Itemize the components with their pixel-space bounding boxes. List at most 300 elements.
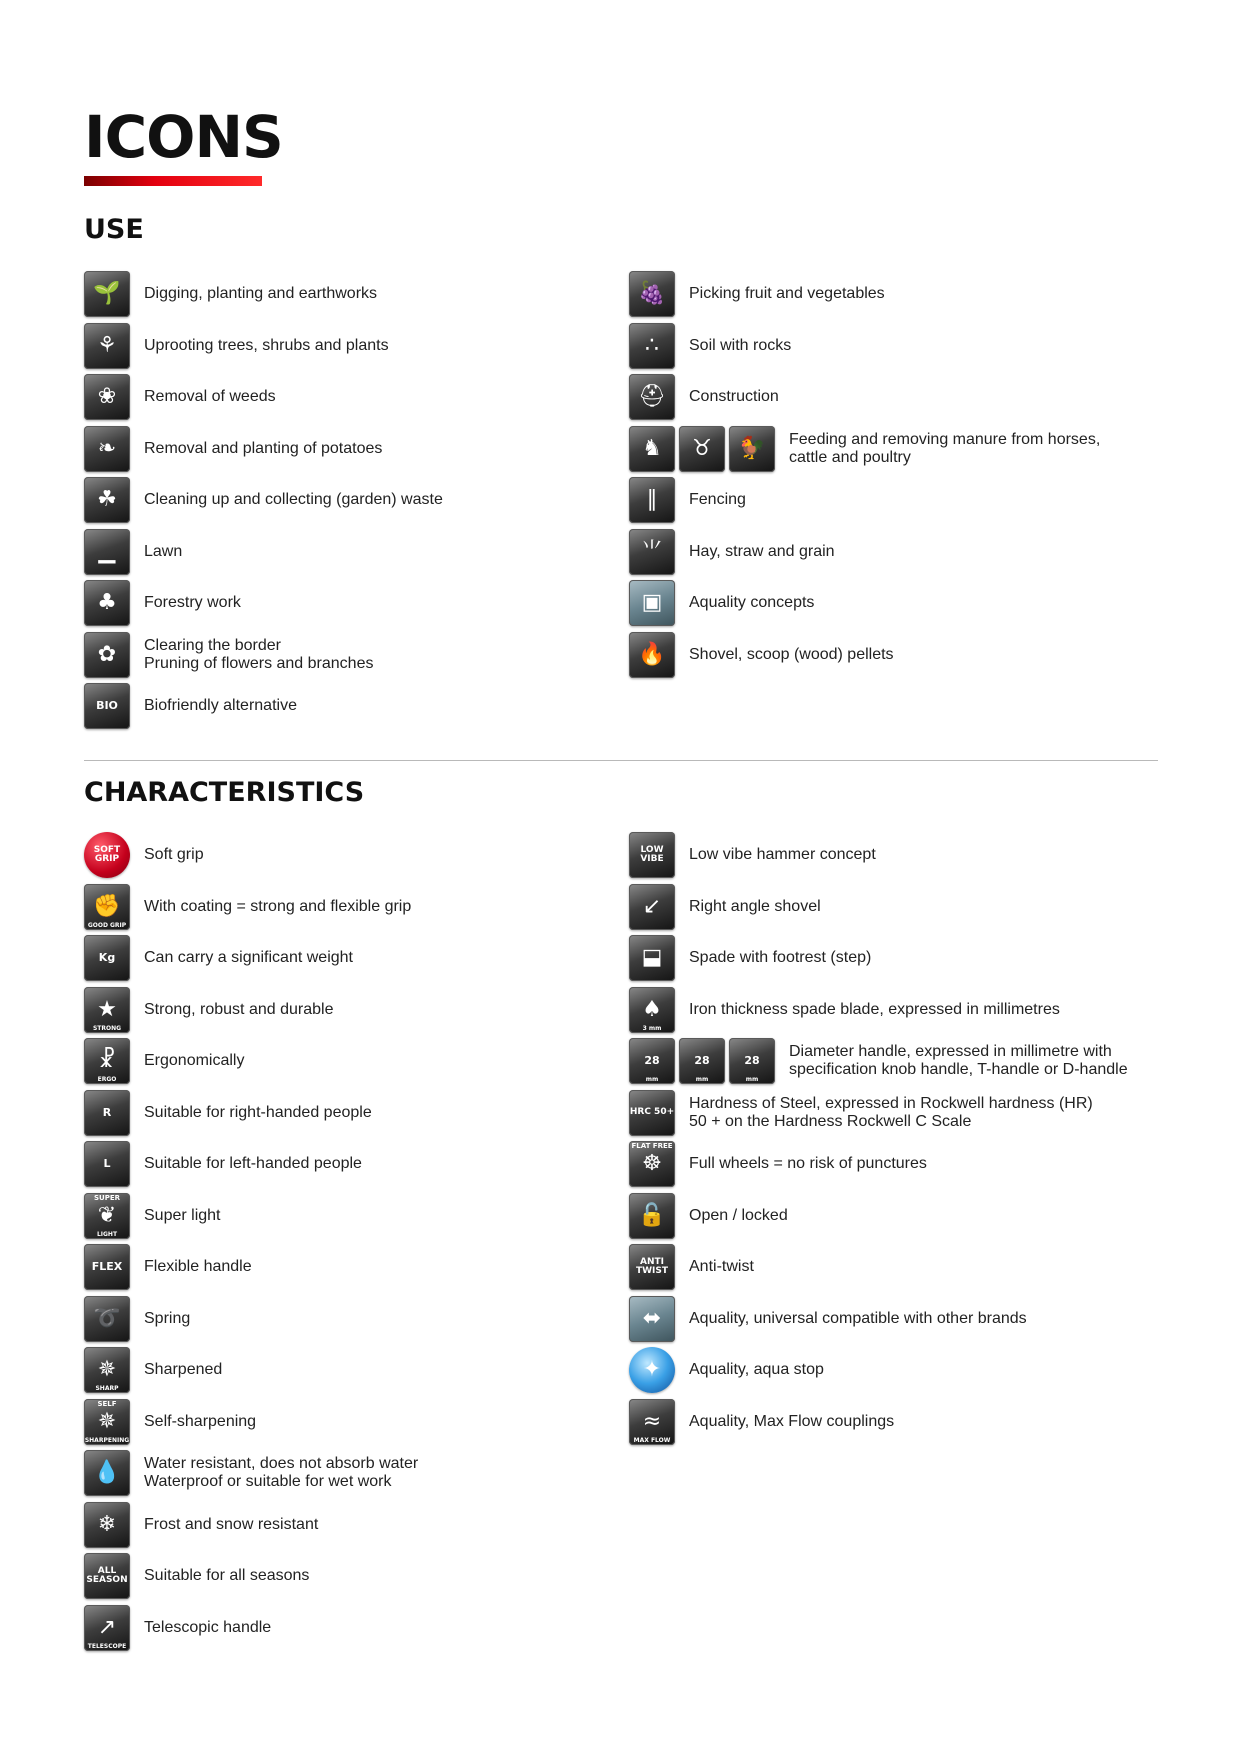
pellets-fire-icon bbox=[629, 632, 675, 678]
icon-text: 28 bbox=[644, 1054, 660, 1068]
icon-glyph: ↙ bbox=[642, 894, 662, 919]
icon-glyph: ✦ bbox=[642, 1357, 662, 1382]
hay-bundle-icon bbox=[629, 529, 675, 575]
legend-icon-group bbox=[84, 1347, 130, 1393]
legend-label-line: Hardness of Steel, expressed in Rockwell hardness (HR) bbox=[689, 1095, 1093, 1112]
legend-label bbox=[689, 388, 779, 406]
rooster-icon bbox=[729, 426, 775, 472]
icon-caption: SHARPENING bbox=[84, 1437, 130, 1444]
legend-row bbox=[84, 683, 297, 729]
icon-glyph: ⛑ bbox=[638, 384, 666, 409]
icon-glyph: ♠ bbox=[642, 997, 662, 1022]
icon-glyph: ❀ bbox=[97, 384, 117, 409]
legend-label bbox=[144, 1567, 309, 1585]
icon-text: Kg bbox=[98, 951, 116, 965]
construction-worker-icon bbox=[629, 374, 675, 420]
seedling-shovel-icon bbox=[84, 271, 130, 317]
legend-row bbox=[629, 477, 746, 523]
legend-label bbox=[689, 1413, 894, 1431]
legend-row bbox=[629, 426, 1100, 472]
legend-label-line: Right angle shovel bbox=[689, 898, 821, 915]
legend-icon-group bbox=[629, 832, 675, 878]
aquality-compatible-icon bbox=[629, 1296, 675, 1342]
legend-label-line: Cleaning up and collecting (garden) waste bbox=[144, 491, 443, 508]
legend-row bbox=[629, 1399, 894, 1445]
legend-row bbox=[84, 271, 377, 317]
legend-label-line: Soil with rocks bbox=[689, 337, 792, 354]
left-hand-icon bbox=[84, 1141, 130, 1187]
legend-label-line: Clearing the border bbox=[144, 637, 281, 654]
legend-label-line: specification knob handle, T-handle or D-handle bbox=[789, 1061, 1128, 1078]
bio-icon bbox=[84, 683, 130, 729]
legend-label bbox=[689, 543, 835, 561]
legend-icon-group bbox=[84, 935, 130, 981]
legend-row bbox=[84, 1502, 318, 1548]
legend-label-line: Strong, robust and durable bbox=[144, 1001, 334, 1018]
legend-row bbox=[629, 374, 779, 420]
icon-caption: mm bbox=[695, 1076, 709, 1083]
legend-label-line: Aquality concepts bbox=[689, 594, 815, 611]
legend-label-line: Removal of weeds bbox=[144, 388, 276, 405]
icon-caption: MAX FLOW bbox=[633, 1437, 671, 1444]
icon-glyph: ❄ bbox=[97, 1512, 117, 1537]
icon-text: HRC 50+ bbox=[629, 1107, 675, 1118]
icon-text: SOFT GRIP bbox=[93, 844, 121, 864]
legend-label-line: 50 + on the Hardness Rockwell C Scale bbox=[689, 1113, 972, 1130]
strong-icon bbox=[84, 987, 130, 1033]
max-flow-icon bbox=[629, 1399, 675, 1445]
icon-caption: mm bbox=[645, 1076, 659, 1083]
legend-label bbox=[689, 1095, 1093, 1131]
icon-caption: LIGHT bbox=[96, 1231, 118, 1238]
legend-label-line: Pruning of flowers and branches bbox=[144, 655, 374, 672]
legend-label bbox=[789, 431, 1100, 467]
legend-row bbox=[629, 1244, 754, 1290]
legend-row bbox=[629, 832, 876, 878]
legend-label-line: Suitable for all seasons bbox=[144, 1567, 310, 1584]
icon-glyph: ➰ bbox=[93, 1306, 121, 1331]
legend-label-line: Biofriendly alternative bbox=[144, 697, 297, 714]
page-title: ICONS bbox=[84, 103, 283, 171]
legend-icon-group bbox=[629, 1193, 675, 1239]
icon-glyph: 🔓 bbox=[638, 1203, 666, 1228]
legend-row bbox=[629, 1090, 1093, 1136]
legend-label bbox=[144, 440, 382, 458]
legend-row bbox=[84, 1553, 309, 1599]
use-heading: USE bbox=[84, 214, 144, 245]
legend-row bbox=[84, 1141, 362, 1187]
legend-icon-group bbox=[84, 1296, 130, 1342]
sharp-icon bbox=[84, 1347, 130, 1393]
legend-label bbox=[144, 1516, 318, 1534]
super-light-feather-icon bbox=[84, 1193, 130, 1239]
icon-top-text: SUPER bbox=[93, 1194, 121, 1202]
legend-label-line: Telescopic handle bbox=[144, 1619, 272, 1636]
legend-icon-group bbox=[629, 1296, 675, 1342]
legend-label bbox=[689, 1258, 754, 1276]
legend-label bbox=[144, 543, 182, 561]
spade-footrest-icon bbox=[629, 935, 675, 981]
legend-label bbox=[144, 1104, 372, 1122]
legend-label-line: Digging, planting and earthworks bbox=[144, 285, 378, 302]
anti-twist-icon bbox=[629, 1244, 675, 1290]
legend-label bbox=[144, 898, 411, 916]
icon-text: 28 bbox=[694, 1054, 710, 1068]
legend-label-line: Shovel, scoop (wood) pellets bbox=[689, 646, 894, 663]
icon-text: 28 bbox=[744, 1054, 760, 1068]
legend-row bbox=[629, 1296, 1027, 1342]
iron-thickness-icon bbox=[629, 987, 675, 1033]
icon-glyph: ✵ bbox=[97, 1409, 117, 1434]
grapes-icon bbox=[629, 271, 675, 317]
legend-icon-group bbox=[629, 884, 675, 930]
legend-row bbox=[84, 323, 389, 369]
legend-label bbox=[689, 491, 746, 509]
icon-caption: SHARP bbox=[95, 1385, 119, 1392]
title-underline-bar bbox=[84, 176, 262, 186]
icon-glyph: ♉ bbox=[692, 436, 712, 461]
legend-row bbox=[84, 987, 333, 1033]
legend-label-line: Picking fruit and vegetables bbox=[689, 285, 885, 302]
legend-icon-group bbox=[629, 1038, 775, 1084]
legend-icon-group bbox=[629, 1399, 675, 1445]
legend-label-line: Diameter handle, expressed in millimetre with bbox=[789, 1043, 1112, 1060]
legend-row bbox=[84, 1038, 244, 1084]
legend-label bbox=[144, 1052, 244, 1070]
legend-icon-group bbox=[84, 832, 130, 878]
legend-row bbox=[84, 1399, 256, 1445]
legend-row bbox=[84, 1605, 271, 1651]
fence-icon bbox=[629, 477, 675, 523]
legend-icon-group bbox=[84, 1502, 130, 1548]
legend-row bbox=[629, 935, 871, 981]
soft-grip-icon bbox=[84, 832, 130, 878]
ergo-icon bbox=[84, 1038, 130, 1084]
legend-label bbox=[144, 949, 353, 967]
legend-row bbox=[629, 529, 835, 575]
icon-caption: GOOD GRIP bbox=[87, 922, 127, 929]
legend-icon-group bbox=[84, 987, 130, 1033]
legend-label-line: Removal and planting of potatoes bbox=[144, 440, 383, 457]
legend-row bbox=[629, 1141, 927, 1187]
legend-row bbox=[84, 1450, 418, 1496]
legend-icon-group bbox=[84, 1605, 130, 1651]
icon-text: ALL SEASON bbox=[86, 1565, 128, 1585]
legend-label bbox=[144, 1455, 418, 1491]
weed-icon bbox=[84, 374, 130, 420]
legend-icon-group bbox=[629, 374, 675, 420]
icon-glyph: ≈ bbox=[642, 1409, 662, 1434]
legend-label bbox=[144, 1001, 333, 1019]
legend-label-line: Full wheels = no risk of punctures bbox=[689, 1155, 927, 1172]
icon-text: R bbox=[102, 1106, 112, 1120]
garden-waste-leaves-icon bbox=[84, 477, 130, 523]
legend-icon-group bbox=[629, 1347, 675, 1393]
hrc-hardness-icon bbox=[629, 1090, 675, 1136]
d-handle-diameter-icon bbox=[729, 1038, 775, 1084]
legend-label bbox=[689, 1155, 927, 1173]
legend-label-line: Can carry a significant weight bbox=[144, 949, 353, 966]
legend-label-line: With coating = strong and flexible grip bbox=[144, 898, 412, 915]
legend-label-line: Suitable for right-handed people bbox=[144, 1104, 372, 1121]
legend-icon-group bbox=[84, 323, 130, 369]
legend-row bbox=[629, 884, 821, 930]
legend-icon-group bbox=[629, 323, 675, 369]
legend-icon-group bbox=[84, 580, 130, 626]
legend-icon-group bbox=[84, 1244, 130, 1290]
icon-top-text: FLAT FREE bbox=[631, 1142, 673, 1150]
icon-caption: 3 mm bbox=[642, 1025, 662, 1032]
flower-icon bbox=[84, 632, 130, 678]
legend-icon-group bbox=[629, 580, 675, 626]
icon-glyph: ❧ bbox=[97, 436, 117, 461]
aqua-stop-icon bbox=[629, 1347, 675, 1393]
legend-icon-group bbox=[84, 1399, 130, 1445]
legend-label bbox=[144, 637, 373, 673]
legend-label bbox=[689, 1001, 1060, 1019]
legend-row bbox=[84, 1296, 190, 1342]
icon-text: BIO bbox=[96, 699, 118, 713]
potato-plant-icon bbox=[84, 426, 130, 472]
legend-icon-group bbox=[629, 987, 675, 1033]
legend-label bbox=[144, 594, 241, 612]
good-grip-icon bbox=[84, 884, 130, 930]
legend-icon-group bbox=[629, 1141, 675, 1187]
tree-icon bbox=[84, 580, 130, 626]
icon-glyph: ♣ bbox=[97, 590, 117, 615]
uprooting-icon bbox=[84, 323, 130, 369]
icon-caption: mm bbox=[745, 1076, 759, 1083]
legend-icon-group bbox=[84, 426, 130, 472]
legend-label bbox=[144, 388, 276, 406]
legend-label-line: Super light bbox=[144, 1207, 221, 1224]
legend-label-line: Self-sharpening bbox=[144, 1413, 257, 1430]
padlock-icon bbox=[629, 1193, 675, 1239]
legend-row bbox=[629, 1038, 1128, 1084]
telescope-handle-icon bbox=[84, 1605, 130, 1651]
legend-icon-group bbox=[629, 1244, 675, 1290]
legend-label-line: Aquality, aqua stop bbox=[689, 1361, 824, 1378]
icon-glyph: ▁ bbox=[98, 539, 116, 564]
icon-glyph: ⬌ bbox=[642, 1306, 662, 1331]
legend-label-line: Low vibe hammer concept bbox=[689, 846, 876, 863]
legend-label bbox=[689, 646, 894, 664]
legend-label-line: Suitable for left-handed people bbox=[144, 1155, 362, 1172]
legend-row bbox=[84, 1090, 372, 1136]
icon-glyph: 💧 bbox=[93, 1460, 121, 1485]
legend-label bbox=[144, 1361, 222, 1379]
cow-icon bbox=[679, 426, 725, 472]
all-season-icon bbox=[84, 1553, 130, 1599]
icon-glyph: ⚘ bbox=[97, 333, 117, 358]
legend-label bbox=[689, 846, 876, 864]
right-angle-shovel-icon bbox=[629, 884, 675, 930]
characteristics-heading: CHARACTERISTICS bbox=[84, 777, 365, 808]
legend-label-line: Aquality, universal compatible with other brands bbox=[689, 1310, 1027, 1327]
legend-label bbox=[144, 491, 443, 509]
legend-label-line: Lawn bbox=[144, 543, 183, 560]
legend-label bbox=[144, 1258, 252, 1276]
icon-glyph: ⬓ bbox=[641, 945, 663, 970]
legend-label bbox=[689, 1310, 1027, 1328]
icon-glyph: 🐓 bbox=[738, 436, 766, 461]
legend-row bbox=[84, 580, 241, 626]
legend-row bbox=[629, 580, 814, 626]
icon-glyph: ∥ bbox=[646, 487, 658, 512]
legend-icon-group bbox=[84, 1450, 130, 1496]
legend-label bbox=[689, 594, 814, 612]
self-sharpening-icon bbox=[84, 1399, 130, 1445]
legend-icon-group bbox=[84, 271, 130, 317]
legend-label-line: Open / locked bbox=[689, 1207, 788, 1224]
legend-icon-group bbox=[629, 271, 675, 317]
legend-row bbox=[84, 374, 276, 420]
flat-free-wheel-icon bbox=[629, 1141, 675, 1187]
icon-glyph: ⺌ bbox=[640, 539, 663, 564]
legend-label bbox=[144, 1619, 271, 1637]
flex-handle-icon bbox=[84, 1244, 130, 1290]
legend-label bbox=[144, 846, 204, 864]
legend-icon-group bbox=[84, 632, 130, 678]
legend-label-line: Water resistant, does not absorb water bbox=[144, 1455, 419, 1472]
icon-glyph: ☸ bbox=[642, 1151, 662, 1176]
legend-label-line: Forestry work bbox=[144, 594, 241, 611]
legend-icon-group bbox=[629, 935, 675, 981]
legend-icon-group bbox=[629, 426, 775, 472]
legend-icon-group bbox=[629, 477, 675, 523]
icon-glyph: 🔥 bbox=[638, 642, 666, 667]
legend-label-line: cattle and poultry bbox=[789, 449, 911, 466]
legend-label bbox=[689, 337, 791, 355]
legend-label-line: Hay, straw and grain bbox=[689, 543, 835, 560]
legend-label-line: Spade with footrest (step) bbox=[689, 949, 872, 966]
legend-label-line: Fencing bbox=[689, 491, 746, 508]
spring-icon bbox=[84, 1296, 130, 1342]
legend-row bbox=[629, 323, 791, 369]
icon-text: LOW VIBE bbox=[640, 844, 664, 864]
legend-label bbox=[144, 1155, 362, 1173]
legend-row bbox=[84, 426, 382, 472]
legend-label-line: Spring bbox=[144, 1310, 191, 1327]
icon-caption: STRONG bbox=[92, 1025, 122, 1032]
legend-label bbox=[144, 1207, 221, 1225]
legend-label-line: Aquality, Max Flow couplings bbox=[689, 1413, 895, 1430]
horse-icon bbox=[629, 426, 675, 472]
legend-label bbox=[789, 1043, 1128, 1079]
legend-row bbox=[629, 987, 1060, 1033]
icon-top-text: SELF bbox=[97, 1400, 117, 1408]
legend-icon-group bbox=[629, 1090, 675, 1136]
legend-icon-group bbox=[629, 632, 675, 678]
icon-glyph: ✵ bbox=[97, 1357, 117, 1382]
icon-glyph: ☧ bbox=[98, 1048, 116, 1073]
legend-label bbox=[144, 1310, 190, 1328]
legend-label bbox=[144, 1413, 256, 1431]
legend-label-line: Ergonomically bbox=[144, 1052, 245, 1069]
t-handle-diameter-icon bbox=[679, 1038, 725, 1084]
legend-row bbox=[84, 1193, 221, 1239]
legend-row bbox=[84, 884, 411, 930]
icon-text: ANTI TWIST bbox=[635, 1256, 669, 1276]
legend-row bbox=[84, 632, 373, 678]
icon-caption: ERGO bbox=[97, 1076, 117, 1083]
icon-glyph: ✊ bbox=[93, 894, 121, 919]
aquality-icon bbox=[629, 580, 675, 626]
right-hand-icon bbox=[84, 1090, 130, 1136]
icon-glyph: ♞ bbox=[642, 436, 662, 461]
legend-icon-group bbox=[84, 683, 130, 729]
weight-kg-icon bbox=[84, 935, 130, 981]
icon-glyph: ✿ bbox=[97, 642, 117, 667]
icon-glyph: ▣ bbox=[641, 590, 663, 615]
legend-label bbox=[144, 285, 377, 303]
legend-label-line: Feeding and removing manure from horses, bbox=[789, 431, 1101, 448]
legend-icon-group bbox=[84, 374, 130, 420]
legend-row bbox=[84, 477, 443, 523]
legend-label bbox=[144, 337, 389, 355]
rocky-soil-icon bbox=[629, 323, 675, 369]
legend-label-line: Uprooting trees, shrubs and plants bbox=[144, 337, 389, 354]
legend-row bbox=[84, 935, 353, 981]
icon-glyph: ★ bbox=[97, 997, 117, 1022]
legend-label bbox=[689, 1361, 824, 1379]
icon-glyph: ↗ bbox=[97, 1615, 117, 1640]
legend-icon-group bbox=[84, 884, 130, 930]
legend-label bbox=[689, 898, 821, 916]
legend-label-line: Iron thickness spade blade, expressed in millimetres bbox=[689, 1001, 1060, 1018]
legend-icon-group bbox=[84, 477, 130, 523]
legend-icon-group bbox=[84, 1193, 130, 1239]
legend-label-line: Soft grip bbox=[144, 846, 204, 863]
legend-label-line: Construction bbox=[689, 388, 779, 405]
legend-label-line: Flexible handle bbox=[144, 1258, 252, 1275]
legend-row bbox=[629, 632, 894, 678]
snowflake-icon bbox=[84, 1502, 130, 1548]
icon-glyph: ∴ bbox=[645, 333, 659, 358]
legend-icon-group bbox=[84, 1553, 130, 1599]
legend-row bbox=[84, 832, 204, 878]
legend-row bbox=[84, 529, 182, 575]
legend-icon-group bbox=[84, 1141, 130, 1187]
legend-row bbox=[84, 1244, 252, 1290]
legend-label bbox=[689, 285, 885, 303]
legend-row bbox=[629, 1347, 824, 1393]
legend-row bbox=[629, 271, 885, 317]
icon-caption: TELESCOPE bbox=[87, 1643, 127, 1650]
legend-icon-group bbox=[629, 529, 675, 575]
icon-glyph: ❦ bbox=[97, 1203, 117, 1228]
knob-handle-diameter-icon bbox=[629, 1038, 675, 1084]
water-drop-icon bbox=[84, 1450, 130, 1496]
legend-label-line: Sharpened bbox=[144, 1361, 223, 1378]
legend-label-line: Waterproof or suitable for wet work bbox=[144, 1473, 392, 1490]
icon-text: FLEX bbox=[91, 1260, 123, 1274]
legend-label bbox=[689, 949, 871, 967]
legend-label-line: Anti-twist bbox=[689, 1258, 754, 1275]
icon-text: L bbox=[103, 1157, 111, 1171]
legend-icon-group bbox=[84, 529, 130, 575]
legend-row bbox=[629, 1193, 788, 1239]
section-divider bbox=[84, 760, 1158, 761]
legend-label-line: Frost and snow resistant bbox=[144, 1516, 319, 1533]
legend-label bbox=[144, 697, 297, 715]
legend-label bbox=[689, 1207, 788, 1225]
legend-row bbox=[84, 1347, 222, 1393]
legend-icon-group bbox=[84, 1038, 130, 1084]
icon-glyph: ☘ bbox=[97, 487, 117, 512]
legend-icon-group bbox=[84, 1090, 130, 1136]
icon-glyph: 🍇 bbox=[638, 281, 666, 306]
